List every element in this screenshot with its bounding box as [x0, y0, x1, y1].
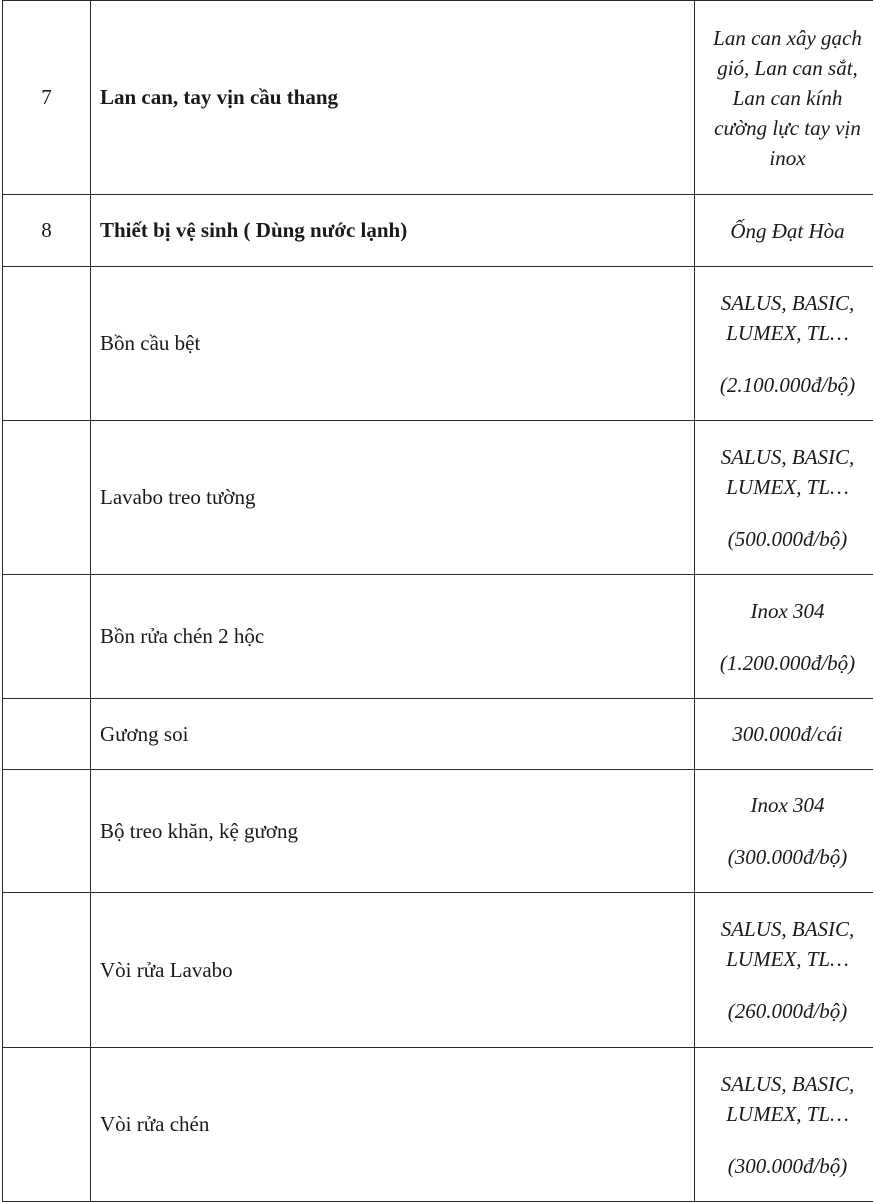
spec-line: Lan can xây gạch: [695, 23, 873, 53]
spec-line: Inox 304: [695, 790, 873, 820]
row-number: [3, 1048, 91, 1202]
row-number: [3, 575, 91, 699]
item-spec: [695, 195, 873, 267]
item-name: Lavabo treo tường: [91, 421, 695, 575]
spec-line: Lan can kính: [695, 83, 873, 113]
spec-line: cường lực tay vịn: [695, 113, 873, 143]
item-name: Bồn rửa chén 2 hộc: [91, 575, 695, 699]
item-name: Gương soi: [91, 699, 695, 770]
spec-line: LUMEX, TL…: [695, 944, 873, 974]
spec-price: (300.000đ/bộ): [695, 1151, 873, 1181]
spec-price: (2.100.000đ/bộ): [695, 370, 873, 400]
row-number: 8: [3, 195, 91, 267]
spec-price: (300.000đ/bộ): [695, 842, 873, 872]
spec-line: LUMEX, TL…: [695, 318, 873, 348]
spec-line: SALUS, BASIC,: [695, 1069, 873, 1099]
row-number: [3, 770, 91, 893]
spec-line: LUMEX, TL…: [695, 472, 873, 502]
item-name: Bồn cầu bệt: [91, 267, 695, 421]
specification-table: [2, 0, 873, 1202]
item-spec: [695, 770, 873, 893]
spec-line: LUMEX, TL…: [695, 1099, 873, 1129]
spec-price: (260.000đ/bộ): [695, 996, 873, 1026]
item-spec: [695, 699, 873, 770]
table-row: [3, 267, 873, 421]
item-name: Bộ treo khăn, kệ gương: [91, 770, 695, 893]
spec-price: (1.200.000đ/bộ): [695, 648, 873, 678]
row-number: [3, 267, 91, 421]
table-row: [3, 195, 873, 267]
row-number: [3, 699, 91, 770]
item-spec: [695, 1048, 873, 1202]
item-spec: [695, 1, 873, 195]
item-name: Vòi rửa Lavabo: [91, 893, 695, 1048]
item-spec: [695, 575, 873, 699]
table-row: [3, 893, 873, 1048]
spec-line: Inox 304: [695, 596, 873, 626]
item-name: Thiết bị vệ sinh ( Dùng nước lạnh): [91, 195, 695, 267]
spec-line: SALUS, BASIC,: [695, 288, 873, 318]
item-spec: [695, 421, 873, 575]
table-row: [3, 575, 873, 699]
item-spec: [695, 267, 873, 421]
spec-line: inox: [695, 143, 873, 173]
spec-line: 300.000đ/cái: [695, 719, 873, 749]
spec-line: gió, Lan can sắt,: [695, 53, 873, 83]
table-row: [3, 770, 873, 893]
table-row: [3, 1, 873, 195]
spec-line: SALUS, BASIC,: [695, 442, 873, 472]
item-name: Vòi rửa chén: [91, 1048, 695, 1202]
table-row: [3, 1048, 873, 1202]
row-number: [3, 421, 91, 575]
spec-line: SALUS, BASIC,: [695, 914, 873, 944]
table-row: [3, 699, 873, 770]
item-spec: [695, 893, 873, 1048]
table-row: [3, 421, 873, 575]
row-number: [3, 893, 91, 1048]
item-name: Lan can, tay vịn cầu thang: [91, 1, 695, 195]
row-number: 7: [3, 1, 91, 195]
spec-price: (500.000đ/bộ): [695, 524, 873, 554]
spec-line: Ống Đạt Hòa: [695, 216, 873, 246]
